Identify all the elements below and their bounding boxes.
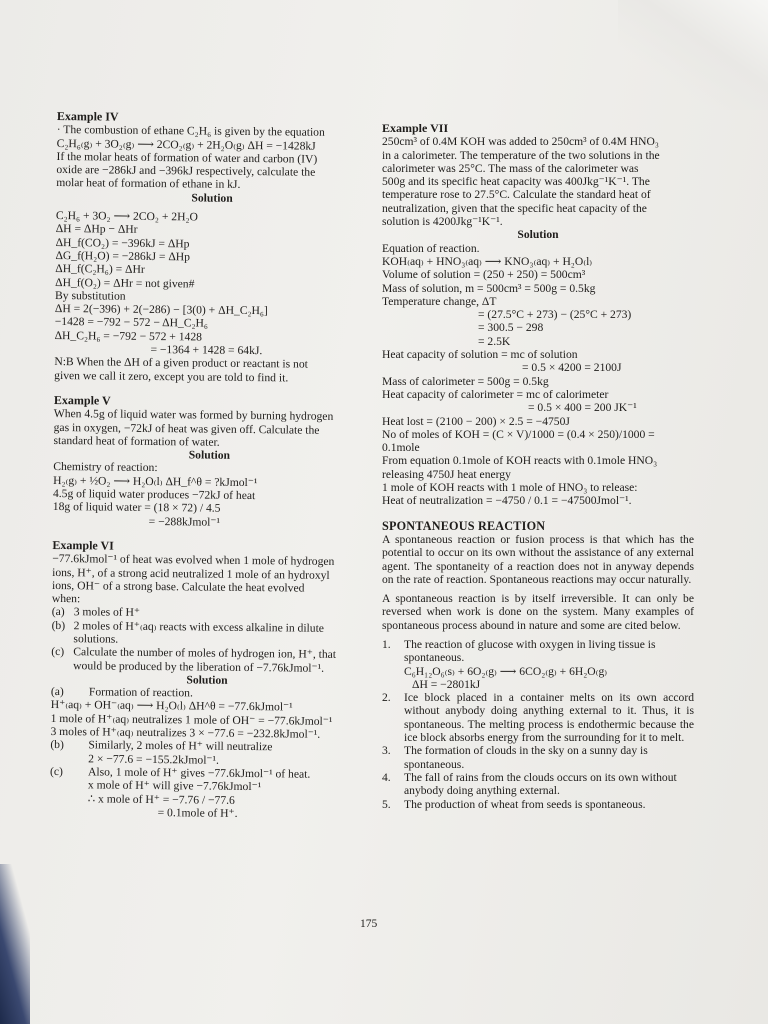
page-number: 175 xyxy=(360,918,378,930)
step-line: 2 × −77.6 = −155.2kJmol⁻¹. xyxy=(88,752,220,767)
list-item xyxy=(51,645,363,675)
part-text: Also, 1 mole of H⁺ gives −77.6kJmol⁻¹ of heat. xyxy=(88,765,311,781)
list-text: The reaction of glucose with oxygen in living tissue is spontaneous. xyxy=(404,637,656,665)
part-label: (a) xyxy=(50,685,64,699)
list-text: The production of wheat from seeds is spontaneous. xyxy=(404,797,646,811)
step-line: ΔG_f(H₂O) = −286kJ = ΔHp xyxy=(55,248,191,264)
step-line: x mole of H⁺ will give −7.76kJmol⁻¹ xyxy=(87,778,262,794)
step-line: Chemistry of reaction: xyxy=(53,460,158,475)
step-line: Heat capacity of calorimeter = mc of calorimeter xyxy=(382,387,609,401)
step-line: H₂₍g₎ + ½O₂ ⟶ H₂O₍l₎ ΔH_f^θ = ?kJmol⁻¹ xyxy=(53,473,258,489)
text-line: temperature rose to 27.5°C. Calculate the standard heat of xyxy=(382,188,651,202)
solution-heading: Solution xyxy=(517,228,559,242)
step-line: C₂H₆ + 3O₂ ⟶ 2CO₂ + 2H₂O xyxy=(55,209,198,224)
right-column xyxy=(382,122,694,811)
list-item xyxy=(382,771,694,798)
step-line: = 0.5 × 4200 = 2100J xyxy=(522,361,622,375)
step-line: 3 moles of H⁺₍aq₎ neutralizes 3 × −77.6 = −232.8kJmol⁻¹. xyxy=(50,725,321,741)
list-number: (a) xyxy=(51,605,65,619)
step-line: ΔH_C₂H₆ = −792 − 572 + 1428 xyxy=(54,328,203,344)
text-line: in a calorimeter. The temperature of the two solutions in the xyxy=(382,148,660,162)
equation-line: C₆H₁₂O₆₍s₎ + 6O₂₍g₎ ⟶ 6CO₂₍g₎ + 6H₂O₍g₎ xyxy=(404,664,608,678)
step-line: By substitution xyxy=(54,288,126,303)
paragraph: A spontaneous reaction is by itself irreversible. It can only be reversed when work is done on the system. Many examples of spontaneous process abound in nature and some are cited below. xyxy=(382,592,694,632)
step-line: 1 mole of KOH reacts with 1 mole of HNO₃ to release: xyxy=(382,481,638,495)
step-line: −1428 = −792 − 572 − ΔH_C₂H₆ xyxy=(54,315,209,331)
paragraph: A spontaneous reaction or fusion process is that which has the potential to occur on its own without the assistance of any external agent. The spontaneity of a reaction does not in anyway depends on the rate of reaction. Spontaneous reactions may occur naturally. xyxy=(382,532,694,586)
text-line: If the molar heats of formation of water and carbon (IV) xyxy=(56,149,318,166)
list-item xyxy=(382,744,694,771)
step-line: ΔH_f(C₂H₆) = ΔHr xyxy=(55,262,145,277)
list-number: 2. xyxy=(382,691,391,705)
step-line: Mass of calorimeter = 500g = 0.5kg xyxy=(382,374,549,388)
step-line: = 2.5K xyxy=(478,334,511,348)
list-number: 5. xyxy=(382,797,391,811)
step-line: Mass of solution, m = 500cm³ = 500g = 0.5kg xyxy=(382,281,596,295)
list-text: 2 moles of H⁺₍aq₎ reacts with excess alkaline in dilute solutions. xyxy=(73,618,325,646)
list-item xyxy=(382,638,694,665)
example-v-heading: Example V xyxy=(53,392,111,408)
text-line: molar heat of formation of ethane in kJ. xyxy=(56,176,241,192)
step-line: = −1364 + 1428 = 64kJ. xyxy=(150,343,263,358)
step-line: = −288kJmol⁻¹ xyxy=(148,514,221,529)
step-line: Volume of solution = (250 + 250) = 500cm³ xyxy=(382,268,586,282)
step-line: = 0.5 × 400 = 200 JK⁻¹ xyxy=(528,401,637,415)
example-vi-heading: Example VI xyxy=(52,537,114,553)
list-number: 3. xyxy=(382,744,391,758)
step-line: Equation of reaction. xyxy=(382,241,480,255)
text-line: standard heat of formation of water. xyxy=(53,433,220,449)
text-line: −77.6kJmol⁻¹ of heat was evolved when 1 mole of hydrogen xyxy=(52,552,335,569)
solution-heading: Solution xyxy=(188,448,231,462)
note-line: given we call it zero, except you are told to find it. xyxy=(54,368,289,385)
step-line: = 0.1mole of H⁺. xyxy=(157,805,238,820)
part-text: Similarly, 2 moles of H⁺ will neutralize xyxy=(88,738,273,754)
page-fold-shading xyxy=(618,0,768,110)
step-line: No of moles of KOH = (C × V)/1000 = (0.4 × 250)/1000 = 0.1mole xyxy=(382,427,655,455)
text-line: 500g and its specific heat capacity was 400Jkg⁻¹K⁻¹. The xyxy=(382,175,650,189)
left-column xyxy=(50,110,369,821)
step-line: 18g of liquid water = (18 × 72) / 4.5 xyxy=(52,500,221,516)
step-line: 4.5g of liquid water produces −72kJ of heat xyxy=(52,486,256,503)
list-text: Ice block placed in a container melts on its own accord without anybody doing anything external to it. Thus, it is spontaneous. The melting process is endothermic because the ice block absorbs energy from the surrounding for it to melt. xyxy=(404,691,694,745)
list-text: The fall of rains from the clouds occurs on its own without anybody doing anything external. xyxy=(404,770,677,798)
text-line: neutralization, given that the specific heat capacity of the xyxy=(382,201,647,215)
list-number: 4. xyxy=(382,770,391,784)
equation-line: ΔH = −2801kJ xyxy=(412,677,481,691)
note-line: N:B When the ΔH of a given product or reactant is not xyxy=(54,355,308,371)
text-line: solution is 4200Jkg⁻¹K⁻¹. xyxy=(382,215,503,229)
step-line: ΔH = 2(−396) + 2(−286) − [3(0) + ΔH_C₂H₆] xyxy=(54,302,268,318)
list-text: Calculate the number of moles of hydrogen ion, H⁺, that would be produced by the liberation of −7.76kJmol⁻¹. xyxy=(73,645,337,675)
list-item xyxy=(382,798,694,811)
text-line: ions, OH⁻ of a strong base. Calculate the heat evolved xyxy=(51,578,305,595)
text-line: calorimeter was 25°C. The mass of the calorimeter was xyxy=(382,161,639,175)
text-line: gas in oxygen, −72kJ of heat was given off. Calculate the xyxy=(53,420,320,437)
step-line: 1 mole of H⁺₍aq₎ neutralizes 1 mole of OH⁻ = −77.6kJmol⁻¹ xyxy=(50,711,333,728)
step-line: ΔH_f(O₂) = ΔHr = not given# xyxy=(55,275,195,291)
step-line: Heat of neutralization = −4750 / 0.1 = −47500Jmol⁻¹. xyxy=(382,494,632,508)
part-label: (b) xyxy=(50,738,64,752)
list-number: (c) xyxy=(51,645,65,659)
list-text: The formation of clouds in the sky on a sunny day is spontaneous. xyxy=(404,744,648,771)
example-iv-heading: Example IV xyxy=(56,109,119,124)
step-line: KOH₍aq₎ + HNO₃₍aq₎ ⟶ KNO₃₍aq₎ + H₂O₍l₎ xyxy=(382,254,593,268)
step-line: Heat capacity of solution = mc of solution xyxy=(382,348,578,362)
step-line: Heat lost = (2100 − 200) × 2.5 = −4750J xyxy=(382,414,570,428)
step-line: = 300.5 − 298 xyxy=(478,321,544,335)
step-line: H⁺₍aq₎ + OH⁻₍aq₎ ⟶ H₂O₍l₎ ΔH^θ = −77.6kJmol⁻¹ xyxy=(50,698,293,714)
example-vii-heading: Example VII xyxy=(382,121,449,135)
solution-heading: Solution xyxy=(186,673,228,687)
step-line: ΔH_f(CO₂) = −396kJ = ΔHp xyxy=(55,235,190,251)
section-heading: SPONTANEOUS REACTION xyxy=(382,518,546,533)
list-item xyxy=(382,691,694,744)
solution-heading: Solution xyxy=(191,191,233,205)
text-line: When 4.5g of liquid water was formed by burning hydrogen xyxy=(53,407,334,424)
text-line: oxide are −286kJ and −396kJ respectively, calculate the xyxy=(56,163,316,179)
step-line: releasing 4750J heat energy xyxy=(382,467,511,481)
text-line: when: xyxy=(51,592,81,606)
step-line: Temperature change, ΔT xyxy=(382,294,497,308)
step-line: ΔH = ΔHp − ΔHr xyxy=(55,222,138,237)
step-line: From equation 0.1mole of KOH reacts with 0.1mole HNO₃ xyxy=(382,454,658,468)
list-text: 3 moles of H⁺ xyxy=(73,605,141,620)
step-line: ∴ x mole of H⁺ = −7.76 / −77.6 xyxy=(87,791,235,807)
equation-line: C₂H₆₍g₎ + 3O₂₍g₎ ⟶ 2CO₂₍g₎ + 2H₂O₍g₎ ΔH = −1428kJ xyxy=(56,136,316,153)
list-item xyxy=(51,619,363,649)
part-label: (c) xyxy=(50,764,64,779)
list-number: (b) xyxy=(51,618,66,632)
text-line: ions, H⁺, of a strong acid neutralized 1 mole of an hydroxyl xyxy=(52,565,330,582)
text-line: 250cm³ of 0.4M KOH was added to 250cm³ of 0.4M HNO₃ xyxy=(382,135,659,149)
part-text: Formation of reaction. xyxy=(88,685,193,700)
binding-shadow xyxy=(0,864,30,1024)
list-number: 1. xyxy=(382,637,391,651)
text-line: · The combustion of ethane C₂H₆ is given by the equation xyxy=(56,123,325,140)
step-line: = (27.5°C + 273) − (25°C + 273) xyxy=(478,308,632,322)
